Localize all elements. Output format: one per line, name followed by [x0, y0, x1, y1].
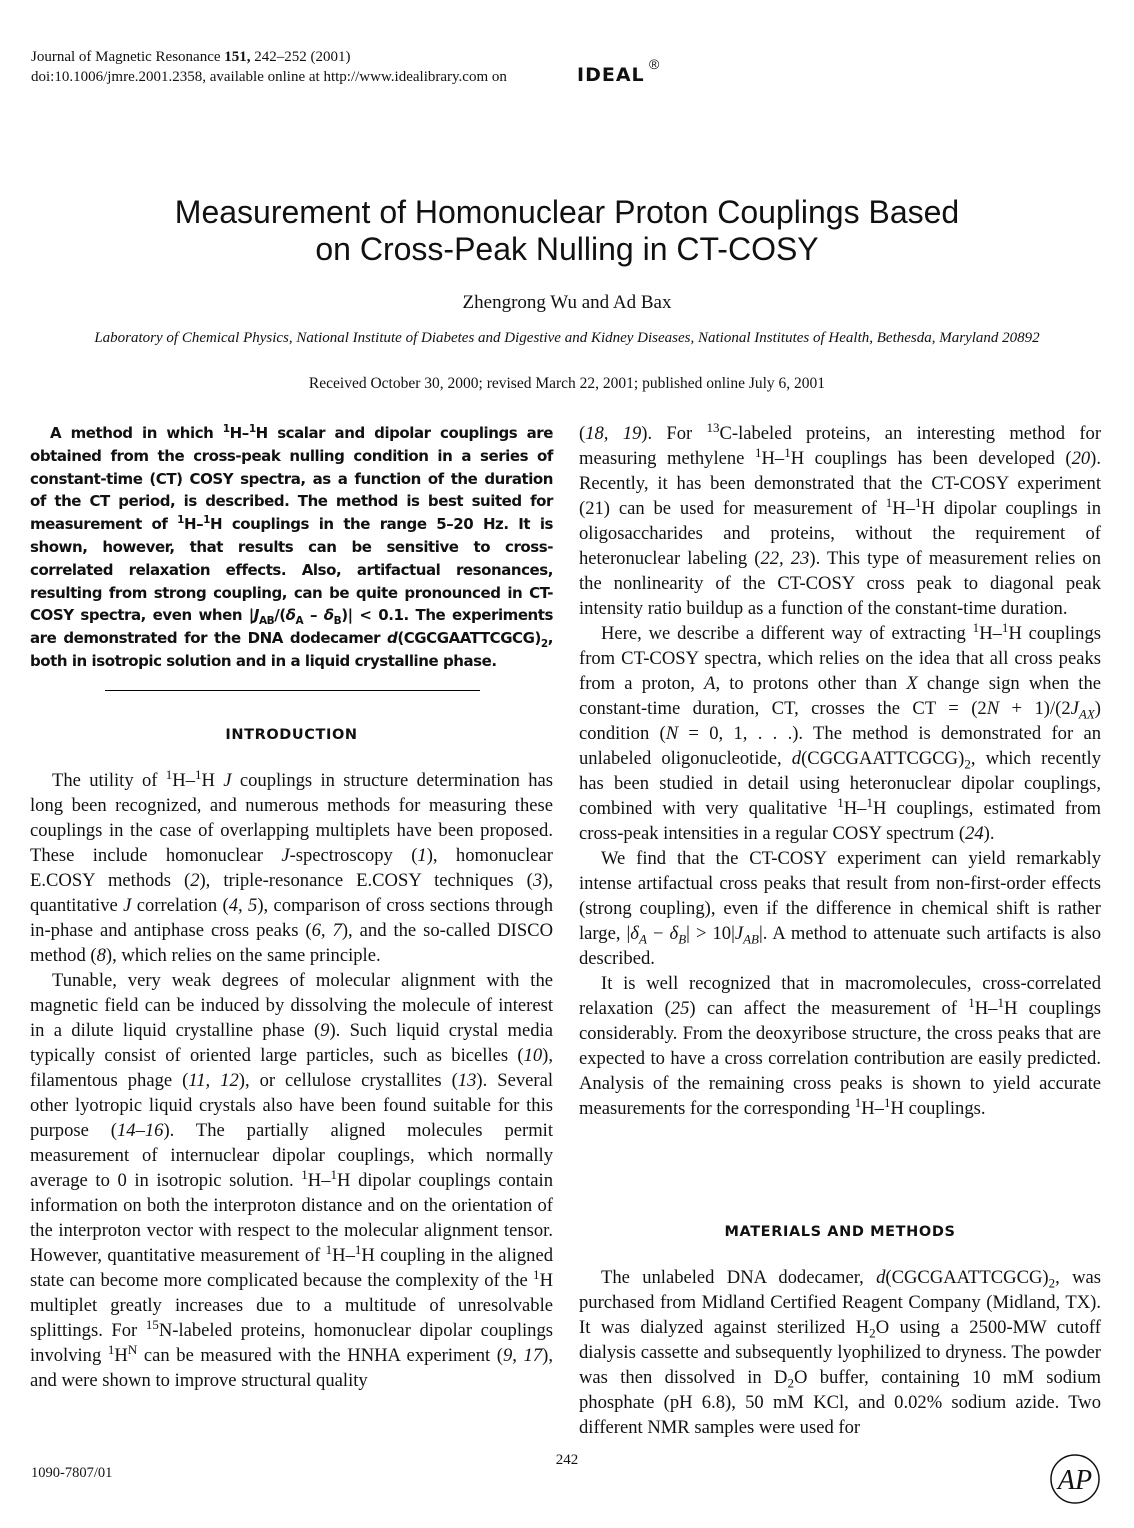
journal-volume: 151,	[224, 49, 251, 65]
ap-logo-icon	[1049, 1453, 1101, 1505]
doi-line: doi:10.1006/jmre.2001.2358, available online at http://www.idealibrary.com on	[31, 69, 507, 85]
section-heading-introduction: INTRODUCTION	[225, 727, 358, 743]
title-line-1: Measurement of Homonuclear Proton Couplings Based	[174, 194, 960, 230]
journal-pages: 242–252 (2001)	[250, 49, 351, 65]
paragraph: Tunable, very weak degrees of molecular alignment with the magnetic field can be induced by dissolving the molecule of interest in a dilute liquid crystalline phase (9). Such liquid crystal media typically consist of oriented large particles, such as bicelles (10), filamentous phage (11, 12), or cellulose crystallites (13). Several other lyotropic liquid crystals also have been found suitable for this purpose (14–16). The partially aligned molecules permit measurement of internuclear dipolar couplings, which normally average to 0 in isotropic solution. $^1$H–$^1$H dipolar couplings contain information on both the interproton distance and on the orientation of the interproton vector with respect to the molecular alignment tensor. However, quantitative measurement of $^1$H–$^1$H coupling in the aligned state can become more complicated because the complexity of the $^1$H multiplet greatly increases due to a multitude of unresolvable splittings. For $^{15}$N-labeled proteins, homonuclear dipolar couplings involving $^1H^N$ can be measured with the HNHA experiment (9, 17), and were shown to improve structural quality	[30, 970, 553, 1391]
paragraph: (18, 19). For $^{13}$C-labeled proteins, an interesting method for measuring methylene $^1$H–$^1$H couplings has been developed (20). Recently, it has been demonstrated that the CT-COSY experiment (21) can be used for measurement of $^1$H–$^1$H dipolar couplings in oligosaccharides and proteins, without the requirement of heteronuclear labeling (22, 23). This type of measurement relies on the nonlinearity of the CT-COSY cross peak to diagonal peak intensity ratio buildup as a function of the constant-time duration.	[579, 419, 1102, 619]
title-line-2: on Cross-Peak Nulling in CT-COSY	[315, 231, 819, 267]
paragraph: It is well recognized that in macromolecules, cross-correlated relaxation (25) can affect the measurement of $^1$H–$^1$H couplings considerably. From the deoxyribose structure, the cross peaks that are expected to have a cross correlation contribution are easily predicted. Analysis of the remaining cross peaks is shown to yield accurate measurements for the corresponding $^1$H–$^1$H couplings.	[579, 973, 1101, 1119]
section-heading-materials-methods: MATERIALS AND METHODS	[724, 1224, 956, 1240]
introduction-text	[30, 768, 553, 1393]
paragraph: Here, we describe a different way of extracting $^1$H–$^1$H couplings from CT-COSY spectra, which relies on the idea that all cross peaks from a proton, A, to protons other than X change sign when the constant-time duration, CT, crosses the CT = $(2N + 1)/(2J_{AX})$ condition (N = 0, 1, . . .). The method is demonstrated for an unlabeled oligonucleotide, $d(CGCGAATTCGCG)_2$, which recently has been studied in detail using heteronuclear dipolar couplings, combined with very qualitative $^1$H–$^1$H couplings, estimated from cross-peak intensities in a regular COSY spectrum (24).	[579, 619, 1102, 844]
affiliation: Laboratory of Chemical Physics, National Institute of Diabetes and Digestive and Kidney Diseases, National Institutes of Health, Bethesda, Maryland 20892	[94, 330, 1040, 346]
registered-mark: ®	[649, 56, 660, 72]
ap-logo-text: AP	[1057, 1465, 1093, 1496]
page-number: 242	[555, 1452, 579, 1468]
right-column-text	[579, 421, 1101, 1121]
academic-press-logo	[1049, 1453, 1101, 1505]
ideal-logo-text: IDEAL	[577, 64, 645, 86]
paragraph: The utility of $^1$H–$^1$H J couplings in structure determination has long been recognized, and numerous methods for measuring these couplings in the case of overlapping multiplets have been proposed. These include homonuclear J-spectroscopy (1), homonuclear E.COSY methods (2), triple-resonance E.COSY techniques (3), quantitative J correlation (4, 5), comparison of cross sections through in-phase and antiphase cross peaks (6, 7), and the so-called DISCO method (8), which relies on the same principle.	[30, 766, 554, 966]
journal-header	[31, 47, 507, 87]
issn-code: 1090-7807/01	[31, 1465, 113, 1481]
ideal-logo	[577, 58, 672, 96]
authors: Zhengrong Wu and Ad Bax	[462, 292, 672, 313]
article-title	[0, 194, 1134, 268]
received-dates: Received October 30, 2000; revised March 22, 2001; published online July 6, 2001	[308, 375, 826, 392]
journal-name: Journal of Magnetic Resonance	[31, 49, 221, 65]
paragraph: The unlabeled DNA dodecamer, $d(CGCGAATTCGCG)_2$, was purchased from Midland Certified Reagent Company (Midland, TX). It was dialyzed against sterilized $H_2O$ using a 2500-MW cutoff dialysis cassette and subsequently lyophilized to dryness. The powder was then dissolved in $D_2O$ buffer, containing 10 mM sodium phosphate (pH 6.8), 50 mM KCl, and 0.02% sodium azide. Two different NMR samples were used for	[579, 1267, 1102, 1438]
abstract-divider	[105, 690, 480, 691]
paragraph: We find that the CT-COSY experiment can yield remarkably intense artifactual cross peaks that result from non-first-order effects (strong coupling), even if the difference in chemical shift is rather large, $|\delta_A - \delta_B| > 10|J_{AB}|$. A method to attenuate such artifacts is also described.	[579, 848, 1101, 969]
materials-methods-text	[579, 1265, 1101, 1440]
abstract: A method in which $^1$H–$^1$H scalar and dipolar couplings are obtained from the cross-peak nulling condition in a series of constant-time (CT) COSY spectra, as a function of the duration of the CT period, is described. The method is best suited for measurement of $^1$H–$^1$H couplings in the range 5–20 Hz. It is shown, however, that results can be sensitive to cross-correlated relaxation effects. Also, artifactual resonances, resulting from strong coupling, can be quite pronounced in CT-COSY spectra, even when $|J_{AB}/(\delta_A - \delta_B)| < 0.1$. The experiments are demonstrated for the DNA dodecamer $d(CGCGAATTCGCG)_2$, both in isotropic solution and in a liquid crystalline phase.	[30, 423, 554, 670]
